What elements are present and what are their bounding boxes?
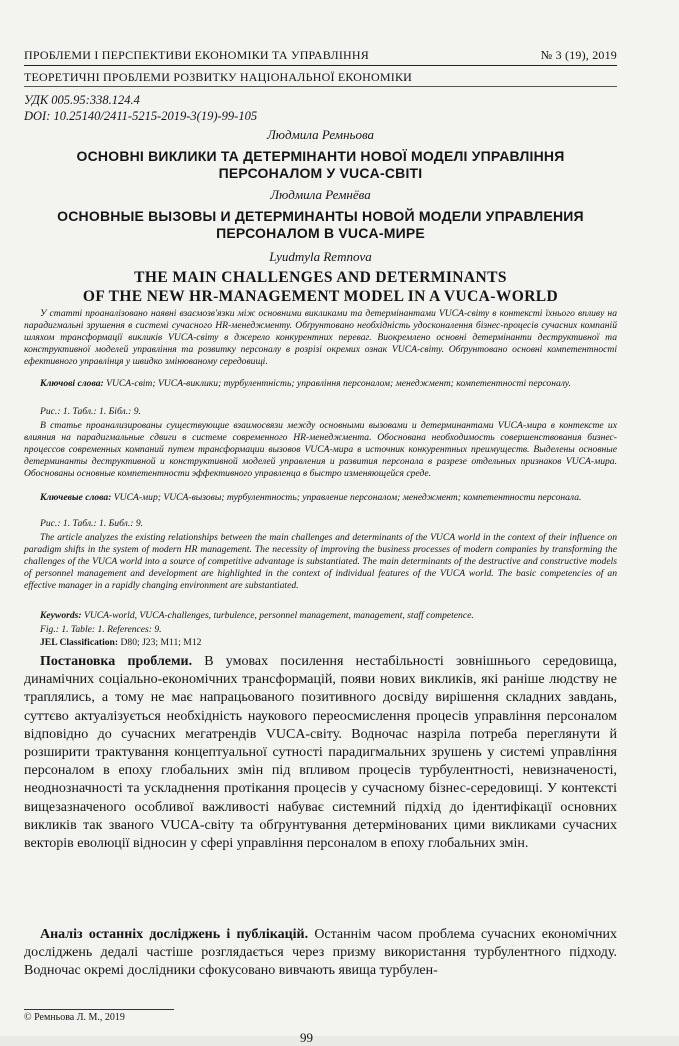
title-ru-line-2: ПЕРСОНАЛОМ В VUCA-МИРЕ [216, 225, 425, 241]
title-ua-line-2: ПЕРСОНАЛОМ У VUCA-СВІТІ [218, 165, 423, 181]
keywords-ru-label: Ключевые слова: [40, 492, 112, 503]
jel-classification [40, 637, 201, 648]
keywords-ua-label: Ключові слова: [40, 378, 104, 389]
abstract-ua: У статті проаналізовано наявні взаємозв'язки між основними викликами та детермінантами VUCA-світу в контексті їхнього впливу на парадигмальні зрушення в системі сучасного HR-менеджменту. Обґрунтовано необхідність удосконалення бізнес-процесів сучасних компаній шляхом трансформації викликів VUCA-світу в джерело конкурентних переваг. Виокремлено основні детермінанти деструктивної та конструктивної моделей управління та розвитку персоналу в розрізі окремих ознак VUCA-світу. Обґрунтовано основні компетентності ефективного управлінця у швидко змінюваному середовищі. [24, 308, 617, 367]
issue-number: № 3 (19), 2019 [540, 48, 617, 62]
paragraph-problem-lead: Постановка проблеми. [40, 654, 193, 669]
author-en: Lyudmyla Remnova [269, 249, 372, 264]
paragraph-problem [24, 653, 617, 853]
refs-ru: Рис.: 1. Табл.: 1. Библ.: 9. [40, 518, 144, 529]
keywords-en [40, 610, 617, 622]
footnote-rule [24, 1009, 174, 1010]
title-ru-line-1: ОСНОВНЫЕ ВЫЗОВЫ И ДЕТЕРМИНАНТЫ НОВОЙ МОДЕЛИ УПРАВЛЕНИЯ [57, 208, 584, 224]
keywords-en-label: Keywords: [40, 610, 82, 621]
doi: DOI: 10.25140/2411-5215-2019-3(19)-99-105 [24, 109, 258, 123]
keywords-ua-text: VUCA-світ; VUCA-виклики; турбулентність; управління персоналом; менеджмент; компетентності персоналу. [103, 378, 571, 389]
journal-title: ПРОБЛЕМИ І ПЕРСПЕКТИВИ ЕКОНОМІКИ ТА УПРАВЛІННЯ [24, 48, 369, 62]
refs-ua: Рис.: 1. Табл.: 1. Бібл.: 9. [40, 406, 141, 417]
header-rule [24, 65, 617, 66]
section-title: ТЕОРЕТИЧНІ ПРОБЛЕМИ РОЗВИТКУ НАЦІОНАЛЬНОЇ ЕКОНОМІКИ [24, 70, 413, 84]
title-en-line-1: THE MAIN CHALLENGES AND DETERMINANTS [134, 269, 507, 286]
section-rule [24, 86, 617, 87]
udk-code: УДК 005.95:338.124.4 [24, 93, 140, 107]
keywords-ua [40, 378, 617, 390]
title-ua [20, 148, 621, 182]
refs-en: Fig.: 1. Table: 1. References: 9. [40, 624, 162, 635]
paragraph-review-lead: Аналіз останніх досліджень і публікацій. [40, 927, 309, 942]
keywords-en-text: VUCA-world, VUCA-challenges, turbulence, personnel management, management, staff competence. [81, 610, 474, 621]
jel-label: JEL Classification: [40, 637, 119, 648]
title-en-line-2: OF THE NEW HR-MANAGEMENT MODEL IN A VUCA-WORLD [82, 288, 559, 305]
running-header [24, 48, 617, 63]
page-number: 99 [300, 1030, 313, 1045]
paragraph-review [24, 926, 617, 981]
title-ru [20, 208, 621, 242]
author-ua: Людмила Ремньова [266, 127, 375, 142]
abstract-en: The article analyzes the existing relationships between the main challenges and determinants of the VUCA world in the context of their influence on paradigm shifts in the system of modern HR management. The necessity of improving the business processes of modern companies by transforming the challenges of the VUCA world into a source of competitive advantage is substantiated. The main determinants of the destructive and constructive models of personnel management and development are highlighted in the context of individual features of the VUCA world. The basic competencies of an effective manager in a rapidly changing environment are substantiated. [24, 532, 617, 591]
paragraph-review-text: Останнім часом проблема сучасних економічних досліджень дедалі частіше розглядається через призму використання турбулентного підходу. Водночас окремі дослідники сфокусовано вивчають явища турбулен- [24, 927, 617, 979]
keywords-ru [40, 492, 617, 504]
jel-codes: D80; J23; M11; M12 [118, 637, 202, 648]
title-en [20, 268, 621, 306]
paragraph-problem-text: В умовах посилення нестабільності зовнішнього середовища, динамічних соціально-економічних трансформацій, появи нових викликів, які раніше людству не траплялись, а тому не має напрацьованого позитивного досвіду вирішення складних завдань, суттєво актуалізується необхідність наукового переосмислення процесів управління персоналом відповідно до сучасних мегатрендів VUCA-світу. Водночас назріла потреба переглянути й розширити трактування концептуальної сутності парадигмальних зрушень у системі управління персоналом в епоху глобальних змін під впливом процесів турбулентності, невизначеності, неоднозначності та ускладнення протікання процесів у сучасному бізнес-середовищі. У контексті вищезазначеного особливої важливості набуває системний підхід до ідентифікації основних викликів так званого VUCA-світу та обґрунтування детермінованих цими викликами сучасних векторів еволюції відносин у сфері управління персоналом в епоху глобальних змін. [24, 654, 617, 852]
title-ua-line-1: ОСНОВНІ ВИКЛИКИ ТА ДЕТЕРМІНАНТИ НОВОЇ МОДЕЛІ УПРАВЛІННЯ [76, 148, 565, 164]
author-ru: Людмила Ремнёва [270, 187, 371, 202]
copyright: © Ремньова Л. М., 2019 [24, 1012, 125, 1023]
abstract-ru: В статье проанализированы существующие взаимосвязи между основными вызовами и детерминантами VUCA-мира в контексте их влияния на парадигмальные сдвиги в системе современного HR-менеджмента. Обоснована необходимость совершенствования бизнес-процессов современных компаний путем трансформации вызовов VUCA-мира в источник конкурентных преимуществ. Выделены основные детерминанты деструктивной и конструктивной моделей управления и развития персонала в разрезе отдельных признаков VUCA-мира. Обоснованы основные компетентности эффективного управленца в быстро изменяющейся среде. [24, 420, 617, 479]
keywords-ru-text: VUCA-мир; VUCA-вызовы; турбулентность; управление персоналом; менеджмент; компетентности персонала. [111, 492, 582, 503]
